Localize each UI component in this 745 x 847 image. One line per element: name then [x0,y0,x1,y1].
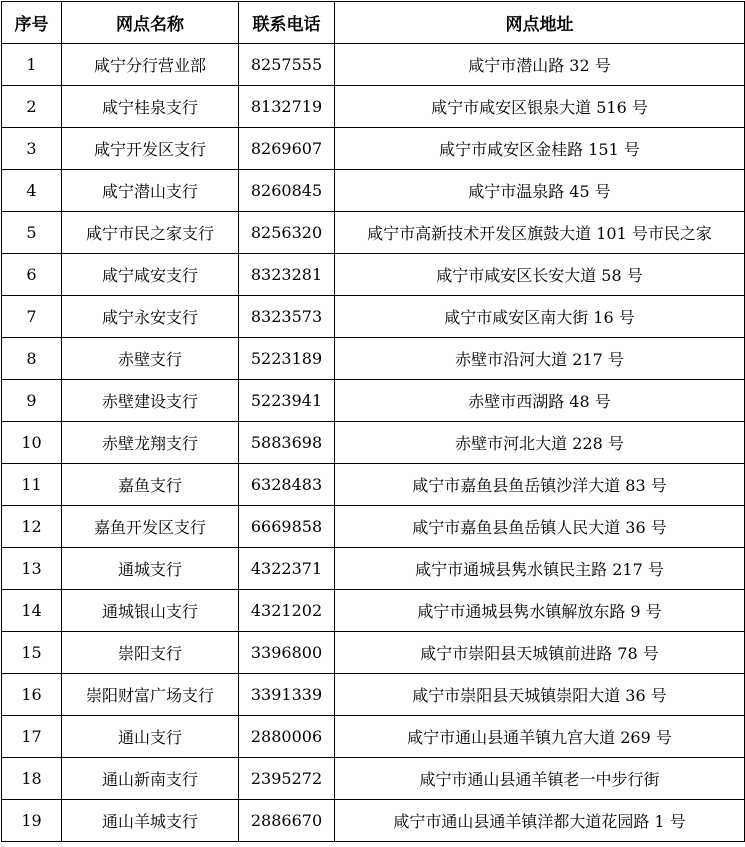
cell-address: 咸宁市温泉路 45 号 [335,170,745,212]
table-row [2,380,745,422]
cell-address: 赤壁市西湖路 48 号 [335,380,745,422]
cell-index: 11 [2,464,62,506]
cell-phone: 3391339 [239,674,335,716]
table-row [2,716,745,758]
cell-phone: 6669858 [239,506,335,548]
cell-index: 10 [2,422,62,464]
cell-index: 7 [2,296,62,338]
header-row [2,2,745,44]
cell-address: 咸宁市通城县隽水镇解放东路 9 号 [335,590,745,632]
cell-phone: 5883698 [239,422,335,464]
cell-address: 咸宁市咸安区金桂路 151 号 [335,128,745,170]
table-header [2,2,745,44]
cell-index: 12 [2,506,62,548]
cell-phone: 8257555 [239,44,335,86]
cell-index: 6 [2,254,62,296]
branch-table [1,1,745,842]
cell-branch-name: 赤壁支行 [62,338,239,380]
cell-branch-name: 嘉鱼支行 [62,464,239,506]
cell-phone: 4321202 [239,590,335,632]
cell-branch-name: 咸宁市民之家支行 [62,212,239,254]
cell-phone: 2886670 [239,800,335,842]
header-phone: 联系电话 [239,2,335,44]
cell-address: 赤壁市沿河大道 217 号 [335,338,745,380]
cell-phone: 6328483 [239,464,335,506]
cell-branch-name: 咸宁潜山支行 [62,170,239,212]
header-index: 序号 [2,2,62,44]
cell-branch-name: 通山新南支行 [62,758,239,800]
cell-address: 咸宁市通山县通羊镇九宫大道 269 号 [335,716,745,758]
table-row [2,506,745,548]
table-row [2,632,745,674]
cell-address: 咸宁市通城县隽水镇民主路 217 号 [335,548,745,590]
cell-address: 咸宁市通山县通羊镇老一中步行街 [335,758,745,800]
cell-phone: 8269607 [239,128,335,170]
header-address: 网点地址 [335,2,745,44]
cell-index: 19 [2,800,62,842]
table-row [2,86,745,128]
cell-address: 咸宁市嘉鱼县鱼岳镇人民大道 36 号 [335,506,745,548]
table-row [2,758,745,800]
cell-address: 咸宁市崇阳县天城镇崇阳大道 36 号 [335,674,745,716]
cell-address: 咸宁市咸安区长安大道 58 号 [335,254,745,296]
cell-phone: 2880006 [239,716,335,758]
cell-phone: 5223189 [239,338,335,380]
cell-branch-name: 通城支行 [62,548,239,590]
cell-phone: 5223941 [239,380,335,422]
cell-branch-name: 嘉鱼开发区支行 [62,506,239,548]
cell-phone: 3396800 [239,632,335,674]
table-row [2,296,745,338]
table-row [2,254,745,296]
cell-phone: 8323573 [239,296,335,338]
cell-phone: 8256320 [239,212,335,254]
table-row [2,338,745,380]
cell-index: 5 [2,212,62,254]
cell-index: 13 [2,548,62,590]
cell-phone: 8260845 [239,170,335,212]
table-row [2,800,745,842]
table-row [2,548,745,590]
cell-index: 9 [2,380,62,422]
cell-phone: 8323281 [239,254,335,296]
cell-phone: 8132719 [239,86,335,128]
cell-index: 14 [2,590,62,632]
cell-address: 咸宁市高新技术开发区旗鼓大道 101 号市民之家 [335,212,745,254]
cell-index: 8 [2,338,62,380]
cell-address: 赤壁市河北大道 228 号 [335,422,745,464]
table-body [2,44,745,842]
cell-index: 16 [2,674,62,716]
cell-branch-name: 咸宁分行营业部 [62,44,239,86]
cell-index: 4 [2,170,62,212]
table-row [2,422,745,464]
cell-branch-name: 咸宁开发区支行 [62,128,239,170]
table-row [2,170,745,212]
cell-branch-name: 赤壁龙翔支行 [62,422,239,464]
cell-address: 咸宁市潜山路 32 号 [335,44,745,86]
cell-phone: 2395272 [239,758,335,800]
cell-branch-name: 崇阳财富广场支行 [62,674,239,716]
header-branch-name: 网点名称 [62,2,239,44]
cell-branch-name: 通山支行 [62,716,239,758]
cell-branch-name: 通山羊城支行 [62,800,239,842]
cell-index: 18 [2,758,62,800]
cell-branch-name: 咸宁永安支行 [62,296,239,338]
cell-address: 咸宁市咸安区银泉大道 516 号 [335,86,745,128]
cell-address: 咸宁市嘉鱼县鱼岳镇沙洋大道 83 号 [335,464,745,506]
cell-index: 2 [2,86,62,128]
cell-index: 15 [2,632,62,674]
cell-address: 咸宁市咸安区南大街 16 号 [335,296,745,338]
table-row [2,128,745,170]
cell-branch-name: 咸宁咸安支行 [62,254,239,296]
cell-branch-name: 通城银山支行 [62,590,239,632]
cell-branch-name: 咸宁桂泉支行 [62,86,239,128]
table-row [2,674,745,716]
cell-branch-name: 赤壁建设支行 [62,380,239,422]
cell-branch-name: 崇阳支行 [62,632,239,674]
cell-index: 3 [2,128,62,170]
table-row [2,212,745,254]
cell-address: 咸宁市崇阳县天城镇前进路 78 号 [335,632,745,674]
cell-phone: 4322371 [239,548,335,590]
cell-index: 1 [2,44,62,86]
table-row [2,464,745,506]
cell-index: 17 [2,716,62,758]
cell-address: 咸宁市通山县通羊镇洋都大道花园路 1 号 [335,800,745,842]
table-row [2,590,745,632]
table-row [2,44,745,86]
